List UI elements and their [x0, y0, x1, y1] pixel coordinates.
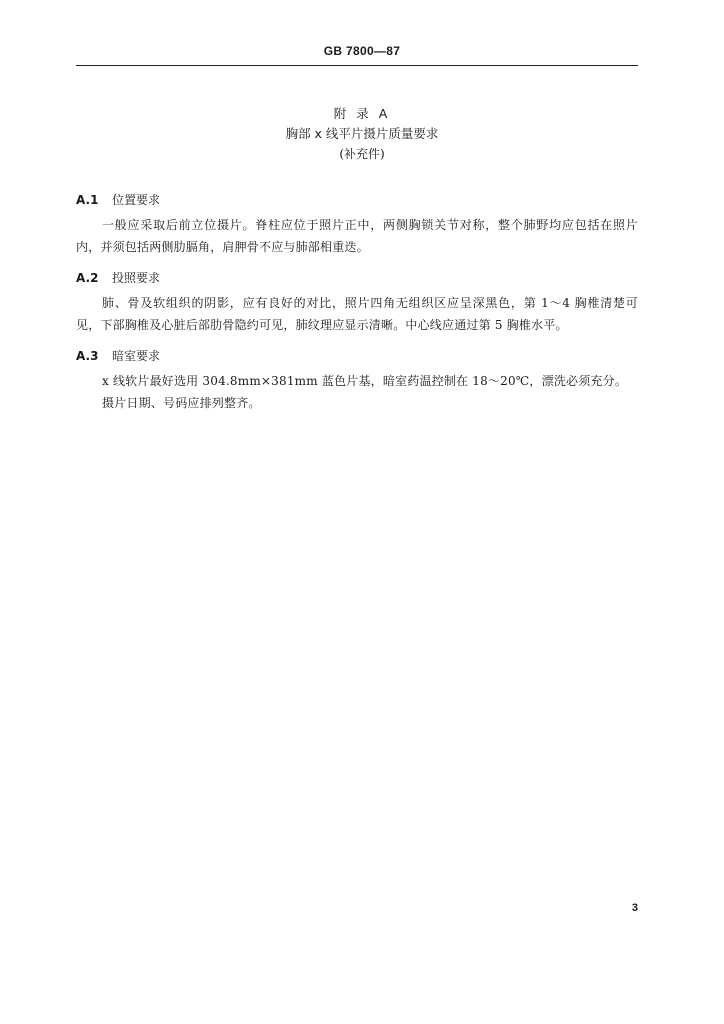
- section-a1: [76, 190, 638, 258]
- section-title: 暗室要求: [112, 349, 161, 363]
- paragraph: 摄片日期、号码应排列整齐。: [102, 396, 261, 410]
- paragraph: x 线软片最好选用 304.8mm×381mm 蓝色片基，暗室药温控制在 18～20℃，漂洗必须充分。: [102, 374, 628, 388]
- section-number: A.2: [76, 271, 99, 285]
- document-body: [76, 190, 638, 424]
- section-heading: [76, 346, 638, 366]
- section-a2: [76, 268, 638, 336]
- section-number: A.1: [76, 193, 99, 207]
- paragraph: 肺、骨及软组织的阴影，应有良好的对比，照片四角无组织区应呈深黑色，第 1～4 胸椎清楚可见，下部胸椎及心脏后部肋骨隐约可见，肺纹理应显示清晰。中心线应通过第 5 胸椎水平。: [76, 296, 638, 332]
- section-number: A.3: [76, 349, 99, 363]
- appendix-label: 附 录 A: [333, 106, 391, 121]
- appendix-note: (补充件): [339, 147, 385, 161]
- page-number: 3: [631, 902, 638, 914]
- section-heading: [76, 190, 638, 210]
- appendix-title: 胸部 x 线平片摄片质量要求: [285, 126, 439, 141]
- header-divider: [76, 65, 638, 66]
- appendix-heading: [0, 104, 724, 164]
- section-heading: [76, 268, 638, 288]
- section-title: 位置要求: [112, 193, 161, 207]
- paragraph: 一般应采取后前立位摄片。脊柱应位于照片正中，两侧胸锁关节对称，整个肺野均应包括在照片内，并须包括两侧肋膈角，肩胛骨不应与肺部相重迭。: [76, 218, 638, 254]
- standard-number: GB 7800—87: [323, 44, 401, 58]
- section-title: 投照要求: [112, 271, 161, 285]
- section-a3: [76, 346, 638, 414]
